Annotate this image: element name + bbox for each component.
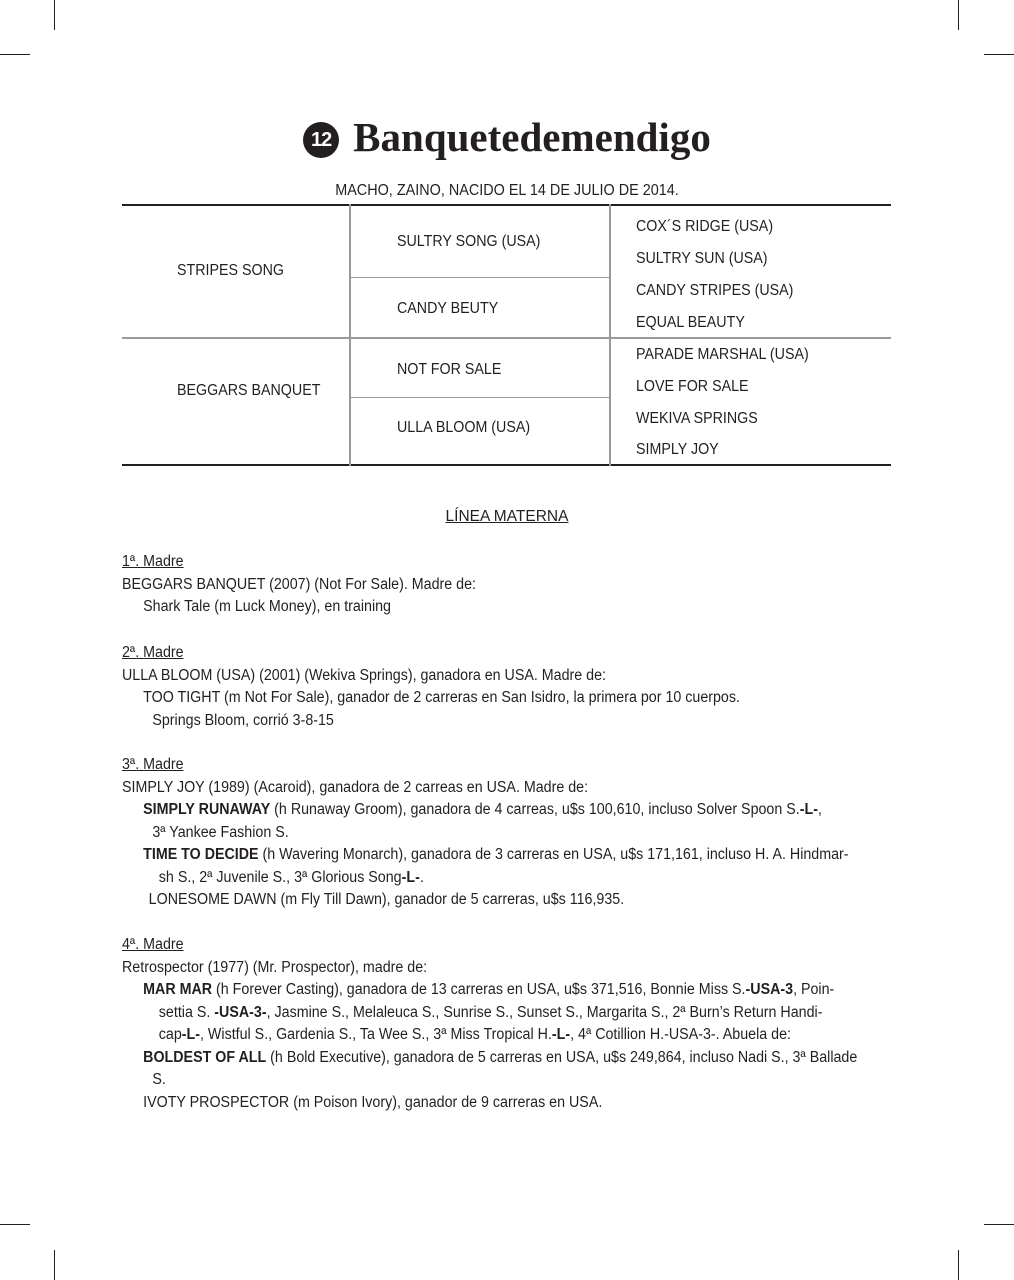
section-heading: 4ª. Madre — [122, 936, 184, 953]
produce-line: TOO TIGHT (m Not For Sale), ganador de 2 carreras en San Isidro, la primera por 10 cuerpos. — [143, 689, 740, 706]
produce-text: (h Runaway Groom), ganadora de 4 carreas, u$s 100,610, incluso Solver Spoon S. — [270, 801, 800, 818]
dam-line: BEGGARS BANQUET (2007) (Not For Sale). Madre de: — [122, 575, 476, 593]
produce-text: (h Wavering Monarch), ganadora de 3 carreras en USA, u$s 171,161, incluso H. A. Hindmar- — [258, 846, 849, 863]
pedigree-table — [122, 204, 891, 466]
produce-text: settia S. — [158, 1003, 215, 1021]
produce-text: (h Forever Casting), ganadora de 13 carreras en USA, u$s 371,516, Bonnie Miss S. — [212, 981, 746, 998]
column-divider — [609, 204, 611, 466]
produce-line: LONESOME DAWN (m Fly Till Dawn), ganador de 5 carreras, u$s 116,935. — [148, 891, 625, 908]
produce-text: . — [419, 868, 424, 886]
produce-line — [122, 1024, 904, 1047]
produce-text: (h Bold Executive), ganadora de 5 carreras en USA, u$s 249,864, incluso Nadi S., 3ª Ballade — [266, 1048, 858, 1066]
section-heading: 3ª. Madre — [122, 756, 184, 773]
row-divider — [349, 277, 610, 278]
crop-mark — [958, 0, 959, 30]
sire: STRIPES SONG — [177, 262, 284, 279]
section-heading: 1ª. Madre — [122, 553, 184, 570]
column-divider — [349, 204, 351, 466]
crop-mark — [958, 1250, 959, 1280]
fourth-dam-section — [122, 934, 904, 1114]
grade-mark: -L- — [799, 801, 818, 818]
great-grandparent: SULTRY SUN (USA) — [636, 250, 768, 267]
produce-name: SIMPLY RUNAWAY — [143, 801, 271, 818]
table-top-rule — [122, 204, 891, 206]
grade-mark: -L- — [181, 1026, 201, 1043]
produce-line — [122, 1047, 904, 1070]
horse-name: Banquetedemendigo — [353, 114, 711, 160]
produce-line: S. — [152, 1071, 166, 1088]
produce-line: Springs Bloom, corrió 3-8-15 — [152, 711, 334, 729]
crop-mark — [0, 54, 30, 55]
sire-dam: CANDY BEUTY — [397, 300, 499, 317]
great-grandparent: EQUAL BEAUTY — [636, 314, 745, 331]
produce-line — [122, 799, 904, 822]
great-grandparent: PARADE MARSHAL (USA) — [636, 346, 809, 363]
dam-line: ULLA BLOOM (USA) (2001) (Wekiva Springs), ganadora en USA. Madre de: — [122, 666, 607, 684]
first-dam-section — [122, 551, 904, 619]
second-dam-section — [122, 642, 904, 732]
produce-name: TIME TO DECIDE — [143, 846, 259, 863]
produce-line — [122, 867, 904, 890]
produce-line: Shark Tale (m Luck Money), en training — [143, 598, 391, 615]
crop-mark — [984, 1224, 1014, 1225]
great-grandparent: LOVE FOR SALE — [636, 378, 749, 395]
dam-line: SIMPLY JOY (1989) (Acaroid), ganadora de 2 carreas en USA. Madre de: — [122, 778, 589, 796]
horse-description: MACHO, ZAINO, NACIDO EL 14 DE JULIO DE 2014. — [335, 182, 679, 199]
great-grandparent: WEKIVA SPRINGS — [636, 410, 758, 427]
produce-text: , Jasmine S., Melaleuca S., Sunrise S., Sunset S., Margarita S., 2ª Burn’s Return Handi- — [266, 1003, 823, 1021]
grade-mark: -L- — [401, 868, 420, 886]
entry-number-badge: 12 — [303, 122, 339, 158]
crop-mark — [0, 1224, 30, 1225]
grade-mark: -L- — [551, 1026, 571, 1043]
sire-sire: SULTRY SONG (USA) — [397, 233, 541, 250]
crop-mark — [54, 0, 55, 30]
maternal-line-title: LÍNEA MATERNA — [445, 508, 569, 525]
produce-line — [122, 1002, 904, 1025]
produce-text: cap — [158, 1026, 182, 1043]
produce-text: , Wistful S., Gardenia S., Ta Wee S., 3ª Miss Tropical H. — [200, 1026, 552, 1043]
section-heading: 2ª. Madre — [122, 644, 184, 661]
crop-mark — [54, 1250, 55, 1280]
crop-mark — [984, 54, 1014, 55]
produce-name: BOLDEST OF ALL — [143, 1048, 267, 1066]
row-divider — [122, 337, 891, 339]
produce-line: 3ª Yankee Fashion S. — [152, 823, 289, 841]
table-bottom-rule — [122, 464, 891, 466]
grade-mark: -USA-3 — [745, 981, 794, 998]
row-divider — [349, 397, 610, 398]
produce-text: , 4ª Cotillion H.-USA-3-. Abuela de: — [570, 1026, 791, 1043]
dam-line: Retrospector (1977) (Mr. Prospector), madre de: — [122, 958, 428, 976]
produce-text: sh S., 2ª Juvenile S., 3ª Glorious Song — [158, 868, 402, 886]
produce-name: MAR MAR — [143, 981, 213, 998]
dam-dam: ULLA BLOOM (USA) — [397, 419, 531, 436]
dam: BEGGARS BANQUET — [177, 382, 321, 399]
dam-sire: NOT FOR SALE — [397, 361, 502, 378]
produce-line — [122, 979, 904, 1002]
produce-text: , — [817, 801, 822, 818]
great-grandparent: SIMPLY JOY — [636, 441, 719, 458]
great-grandparent: COX´S RIDGE (USA) — [636, 218, 774, 235]
produce-line — [122, 844, 904, 867]
great-grandparent: CANDY STRIPES (USA) — [636, 282, 794, 299]
grade-mark: -USA-3- — [214, 1003, 267, 1021]
produce-line: IVOTY PROSPECTOR (m Poison Ivory), ganador de 9 carreras en USA. — [143, 1093, 603, 1111]
produce-text: , Poin- — [793, 981, 835, 998]
third-dam-section — [122, 754, 904, 912]
page-title — [0, 112, 1014, 162]
